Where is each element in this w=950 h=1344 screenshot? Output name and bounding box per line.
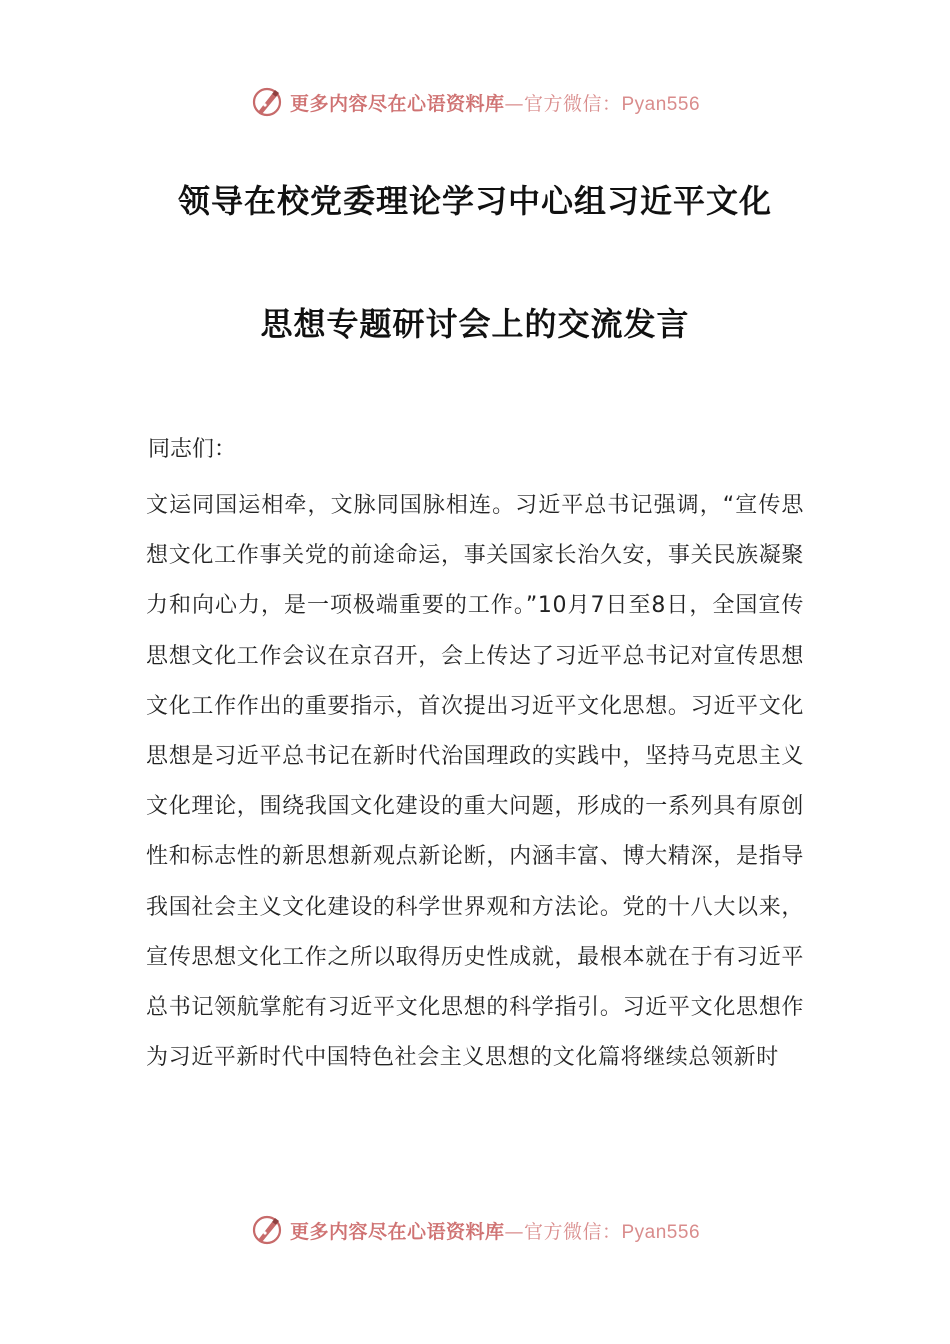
- watermark-wechat-label: 官方微信：: [523, 1220, 622, 1243]
- watermark-banner-bottom: [0, 1210, 950, 1250]
- watermark-separator: —: [504, 1220, 524, 1243]
- watermark-brand: 更多内容尽在心语资料库: [289, 1220, 505, 1243]
- watermark-separator: —: [504, 92, 524, 115]
- watermark-wechat-id: Pyan556: [621, 93, 701, 115]
- salutation: 同志们：: [148, 437, 237, 462]
- watermark-wechat-label: 官方微信：: [523, 92, 622, 115]
- body-paragraph: 文运同国运相牵，文脉同国脉相连。习近平总书记强调，“宣传思想文化工作事关党的前途命运，事关国家长治久安，事关民族凝聚力和向心力，是一项极端重要的工作。”10月7日至8日，全国宣传思想文化工作会议在京召开，会上传达了习近平总书记对宣传思想文化工作作出的重要指示，首次提出习近平文化思想。习近平文化思想是习近平总书记在新时代治国理政的实践中，坚持马克思主义文化理论，围绕我国文化建设的重大问题，形成的一系列具有原创性和标志性的新思想新观点新论断，内涵丰富、博大精深，是指导我国社会主义文化建设的科学世界观和方法论。党的十八大以来，宣传思想文化工作之所以取得历史性成就，最根本就在于有习近平总书记领航掌舵有习近平文化思想的科学指引。习近平文化思想作为习近平新时代中国特色社会主义思想的文化篇将继续总领新时: [146, 493, 804, 1071]
- watermark-text: [290, 1217, 700, 1244]
- watermark-text: [290, 89, 700, 116]
- pen-nib-circle-icon: [250, 1213, 284, 1247]
- watermark-banner-top: [0, 82, 950, 122]
- document-title-line-2: 思想专题研讨会上的交流发言: [260, 305, 690, 343]
- document-title-line-1: 领导在校党委理论学习中心组习近平文化: [177, 182, 772, 220]
- pen-nib-circle-icon: [250, 85, 284, 119]
- watermark-brand: 更多内容尽在心语资料库: [289, 92, 505, 115]
- watermark-wechat-id: Pyan556: [621, 1221, 701, 1243]
